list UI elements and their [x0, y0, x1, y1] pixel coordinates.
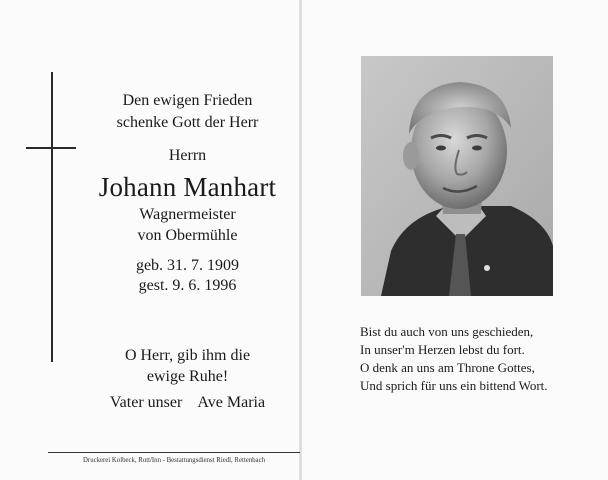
portrait-photo	[361, 56, 553, 296]
death-date: gest. 9. 6. 1996	[138, 277, 237, 294]
prayer-line-1: O Herr, gib ihm die	[124, 347, 251, 364]
birth-date: geb. 31. 7. 1909	[135, 257, 240, 274]
cross-icon-bar	[26, 147, 76, 149]
salutation: Herrn	[168, 147, 207, 164]
printer-divider	[48, 452, 300, 453]
closing-prayers: Vater unser Ave Maria	[109, 394, 266, 411]
verse-line-1: Bist du auch von uns geschieden,	[360, 324, 534, 339]
printer-credit: Druckerei Kolbeck, Rott/Inn - Bestattungsdienst Riedl, Rettenbach	[83, 457, 265, 464]
verse-line-4: Und sprich für uns ein bittend Wort.	[360, 378, 548, 393]
intro-line-1: Den ewigen Frieden	[122, 92, 253, 109]
intro-line-2: schenke Gott der Herr	[116, 114, 259, 131]
card-fold	[299, 0, 302, 480]
verse-line-3: O denk an uns am Throne Gottes,	[360, 360, 535, 375]
deceased-name: Johann Manhart	[98, 172, 277, 202]
origin: von Obermühle	[137, 227, 238, 244]
occupation: Wagnermeister	[139, 206, 236, 223]
portrait-image	[361, 56, 553, 296]
verse-line-2: In unser'm Herzen lebst du fort.	[360, 342, 525, 357]
cross-icon	[51, 72, 53, 362]
prayer-line-2: ewige Ruhe!	[146, 368, 229, 385]
